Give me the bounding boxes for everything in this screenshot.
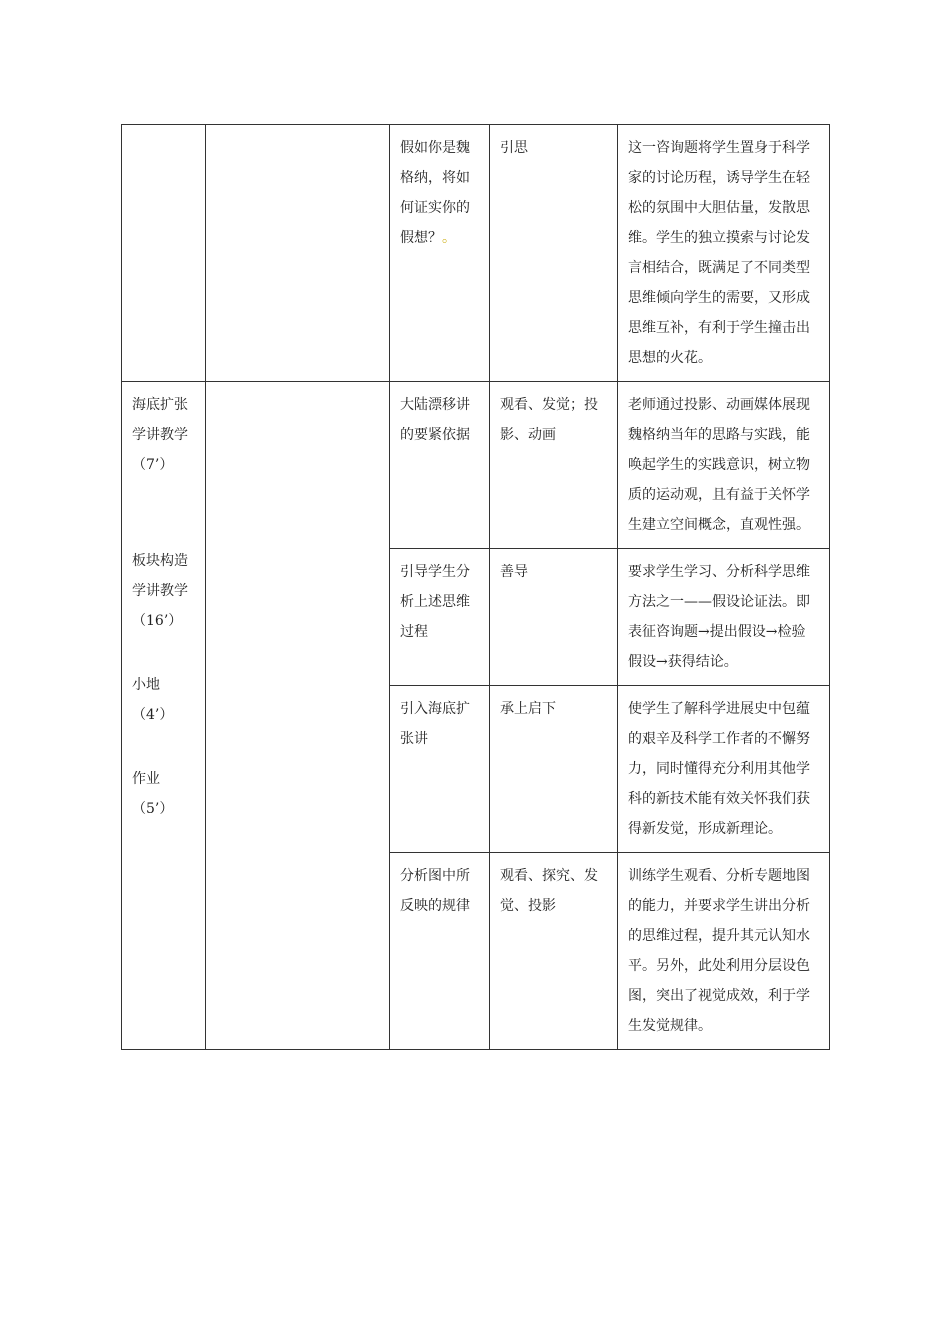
purpose-cell xyxy=(618,382,830,549)
stage-name: 海底扩张学讲教学 xyxy=(132,397,188,443)
purpose-text: 老师通过投影、动画媒体展现魏格纳当年的思路与实践，能唤起学生的实践意识，树立物质的运动观，且有益于关怀学生建立空间概念，直观性强。 xyxy=(628,397,810,533)
purpose-cell xyxy=(618,125,830,382)
purpose-text: 要求学生学习、分析科学思维方法之一——假设论证法。即表征咨询题→提出假设→检验假设→获得结论。 xyxy=(628,564,810,670)
stage-cell xyxy=(122,382,206,1050)
content-text: 分析图中所反映的规律 xyxy=(400,868,470,914)
stage-time: （7’） xyxy=(132,457,174,473)
stage-time: （4’） xyxy=(132,707,174,723)
table-row xyxy=(122,125,830,382)
purpose-text: 训练学生观看、分析专题地图的能力，并要求学生讲出分析的思维过程，提升其元认知水平。另外，此处利用分层设色图，突出了视觉成效，利于学生发觉规律。 xyxy=(628,868,810,1034)
content-cell xyxy=(390,853,490,1050)
method-cell xyxy=(490,686,618,853)
method-text: 观看、探究、发觉、投影 xyxy=(500,868,598,914)
stage-time: （5’） xyxy=(132,801,174,817)
stage-name: 板块构造学讲教学 xyxy=(132,553,188,599)
blank-cell xyxy=(206,382,390,1050)
stage-name: 小地 xyxy=(132,677,160,693)
content-mark: 。 xyxy=(442,230,456,246)
purpose-text: 这一咨询题将学生置身于科学家的讨论历程，诱导学生在轻松的氛围中大胆估量，发散思维。学生的独立摸索与讨论发言相结合，既满足了不同类型思维倾向学生的需要，又形成思维互补，有利于学生撞击出思想的火花。 xyxy=(628,140,810,366)
method-text: 承上启下 xyxy=(500,701,556,717)
lesson-plan-table xyxy=(121,124,830,1050)
purpose-text: 使学生了解科学进展史中包蕴的艰辛及科学工作者的不懈努力，同时懂得充分利用其他学科的新技术能有效关怀我们获得新发觉，形成新理论。 xyxy=(628,701,810,837)
content-text: 引入海底扩张讲 xyxy=(400,701,470,747)
stage-time: （16’） xyxy=(132,613,183,629)
purpose-cell xyxy=(618,853,830,1050)
content-text: 假如你是魏格纳，将如何证实你的假想？ xyxy=(400,140,470,246)
purpose-cell xyxy=(618,686,830,853)
table-row xyxy=(122,382,830,549)
method-text: 观看、发觉；投影、动画 xyxy=(500,397,598,443)
method-text: 引思 xyxy=(500,140,528,156)
content-text: 大陆漂移讲的要紧依据 xyxy=(400,397,470,443)
purpose-cell xyxy=(618,549,830,686)
blank-cell xyxy=(206,125,390,382)
method-cell xyxy=(490,382,618,549)
content-cell xyxy=(390,549,490,686)
method-cell xyxy=(490,853,618,1050)
stage-name: 作业 xyxy=(132,771,160,787)
content-cell xyxy=(390,125,490,382)
method-cell xyxy=(490,549,618,686)
stage-cell-empty xyxy=(122,125,206,382)
content-text: 引导学生分析上述思维过程 xyxy=(400,564,470,640)
method-cell xyxy=(490,125,618,382)
method-text: 善导 xyxy=(500,564,528,580)
content-cell xyxy=(390,686,490,853)
content-cell xyxy=(390,382,490,549)
